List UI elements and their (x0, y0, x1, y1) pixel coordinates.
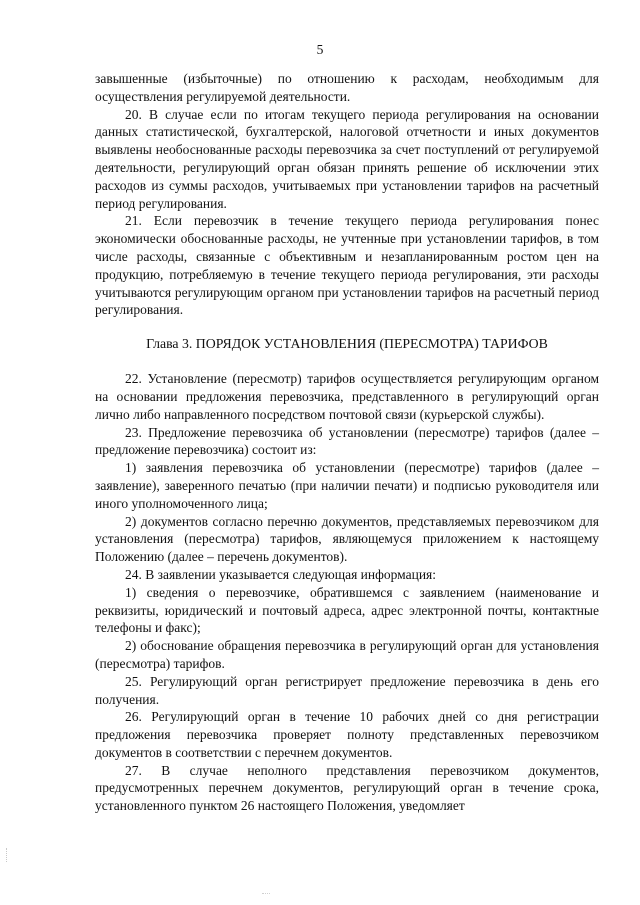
scan-bottom-mark (262, 893, 270, 895)
page-number: 5 (316, 42, 324, 57)
chapter-heading: Глава 3. ПОРЯДОК УСТАНОВЛЕНИЯ (ПЕРЕСМОТРА) ТАРИФОВ (146, 336, 548, 352)
paragraph-21: 21. Если перевозчик в течение текущего периода регулирования понес экономически обоснованные расходы, не учтенные при установлении тарифов, в том числе расходы, связанные с объективным и незапланированным ростом цен на продукцию, потребляемую в течение текущего периода регулирования, эти расходы учитываются регулирующим органом при установлении тарифов на расчетный период регулирования. (95, 213, 599, 318)
paragraph-24-item-2: 2) обоснование обращения перевозчика в регулирующий орган для установления (пересмотра) тарифов. (95, 638, 599, 671)
paragraph-22: 22. Установление (пересмотр) тарифов осуществляется регулирующим органом на основании предложения перевозчика, представленного в регулирующий орган лично либо направленного посредством почтовой связи (курьерской службы). (95, 371, 599, 422)
paragraph-26: 26. Регулирующий орган в течение 10 рабочих дней со дня регистрации предложения перевозчика проверяет полноту представленных перевозчиком документов в соответствии с перечнем документов. (95, 709, 599, 760)
scan-edge-mark (6, 848, 8, 862)
paragraph-23-item-1: 1) заявления перевозчика об установлении (пересмотре) тарифов (далее – заявление), заверенного печатью (при наличии печати) и подписью руководителя или иного уполномоченного лица; (95, 460, 599, 511)
paragraph-24: 24. В заявлении указывается следующая информация: (125, 566, 437, 582)
paragraph-24-item-1: 1) сведения о перевозчике, обратившемся с заявлением (наименование и реквизиты, юридический и почтовый адреса, адрес электронной почты, контактные телефоны и факс); (95, 584, 599, 636)
paragraph-27: 27. В случае неполного представления перевозчиком документов, предусмотренных перечнем документов, регулирующий орган в течение срока, установленного пунктом 26 настоящего Положения, уведомляет (95, 762, 599, 814)
paragraph-20: 20. В случае если по итогам текущего периода регулирования на основании данных статистической, бухгалтерской, налоговой отчетности и иных документов выявлены необоснованные расходы перевозчика за счет поступлений от регулируемой деятельности, регулирующий орган обязан принять решение об исключении этих расходов из суммы расходов, учитываемых при установлении тарифов на расчетный период регулирования. (95, 106, 599, 211)
paragraph-25: 25. Регулирующий орган регистрирует предложение перевозчика в день его получения. (95, 673, 599, 707)
document-body (95, 70, 599, 815)
paragraph-continuation: завышенные (избыточные) по отношению к расходам, необходимым для осуществления регулируемой деятельности. (95, 71, 599, 104)
paragraph-23: 23. Предложение перевозчика об установлении (пересмотре) тарифов (далее – предложение перевозчика) состоит из: (95, 424, 599, 458)
paragraph-23-item-2: 2) документов согласно перечню документов, представляемых перевозчиком для установления (пересмотра) тарифов, являющемуся приложением к настоящему Положению (далее – перечень документов). (95, 513, 599, 565)
